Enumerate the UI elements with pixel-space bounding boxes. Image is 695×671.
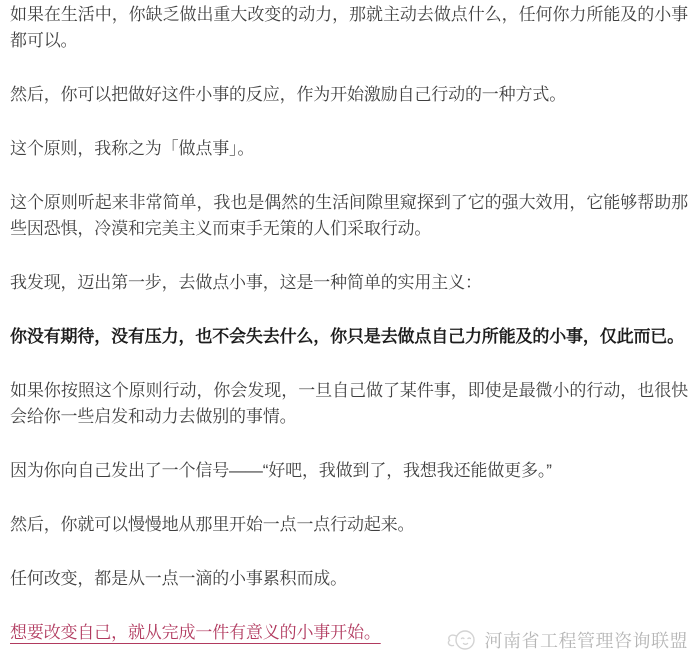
paragraph: 我发现，迈出第一步，去做点小事，这是一种简单的实用主义： (10, 273, 482, 292)
paragraph: 如果在生活中，你缺乏做出重大改变的动力，那就主动去做点什么，任何你力所能及的小事都可以。 (10, 5, 688, 50)
paragraph: 这个原则听起来非常简单，我也是偶然的生活间隙里窥探到了它的强大效用，它能够帮助那些因恐惧，冷漠和完美主义而束手无策的人们采取行动。 (10, 193, 688, 238)
paragraph: 因为你向自己发出了一个信号——“好吧，我做到了，我想我还能做更多。” (10, 461, 552, 480)
paragraph: 任何改变，都是从一点一滴的小事累积而成。 (10, 569, 347, 588)
paragraph: 如果你按照这个原则行动，你会发现，一旦自己做了某件事，即使是最微小的行动，也很快会给你一些启发和动力去做别的事情。 (10, 381, 688, 426)
mascot-logo-icon (444, 625, 480, 655)
watermark (444, 625, 689, 655)
watermark-text: 河南省工程管理咨询联盟 (484, 631, 688, 651)
paragraph: 然后，你就可以慢慢地从那里开始一点一点行动起来。 (10, 515, 415, 534)
paragraph: 你没有期待，没有压力，也不会失去什么，你只是去做点自己力所能及的小事，仅此而已。 (10, 327, 684, 346)
paragraph: 想要改变自己，就从完成一件有意义的小事开始。 (10, 623, 381, 642)
paragraph: 这个原则，我称之为「做点事」。 (10, 139, 255, 158)
paragraph: 然后，你可以把做好这件小事的反应，作为开始激励自己行动的一种方式。 (10, 85, 567, 104)
